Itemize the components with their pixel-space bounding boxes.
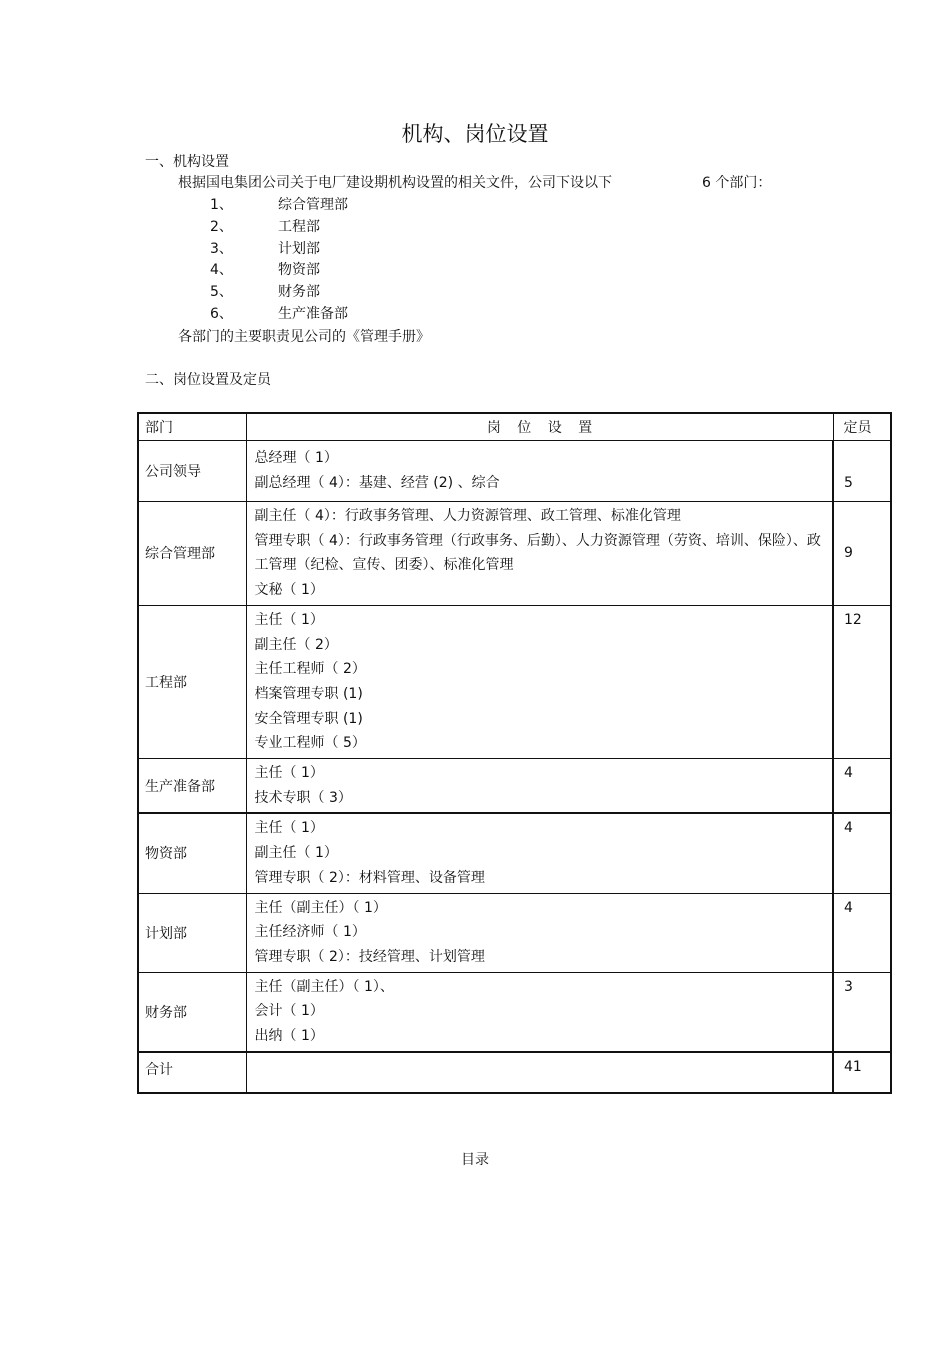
section1-intro: 根据国电集团公司关于电厂建设期机构设置的相关文件，公司下设以下 [178, 175, 612, 191]
dept-list-num: 1、 [210, 197, 233, 213]
positions-cell [246, 972, 833, 1052]
dept-list-num: 3、 [210, 241, 233, 257]
section2-heading: 二、岗位设置及定员 [145, 372, 271, 388]
table-row [138, 502, 891, 606]
quota-cell: 4 [833, 759, 891, 814]
position-line: 管理专职（ 4）：行政事务管理（行政事务、后勤）、人力资源管理（劳资、培训、保险）、政工管理（纪检、宣传、团委）、标准化管理 [254, 532, 821, 574]
position-line: 副主任（ 4）：行政事务管理、人力资源管理、政工管理、标准化管理 [254, 508, 681, 524]
positions-cell [246, 759, 833, 814]
table-header-row [138, 413, 891, 441]
quota-cell: 3 [833, 972, 891, 1052]
section1-note: 各部门的主要职责见公司的《管理手册》 [178, 329, 430, 345]
position-line: 文秘（ 1） [254, 582, 324, 599]
position-line: 主任（ 1） [254, 765, 324, 782]
position-line: 会计（ 1） [254, 1003, 324, 1020]
dept-list-num: 2、 [210, 219, 233, 235]
quota-cell: 4 [833, 813, 891, 893]
header-positions: 岗 位 设 置 [246, 413, 833, 441]
quota-cell: 5 [833, 441, 891, 502]
dept-list-num: 6、 [210, 306, 233, 322]
position-line: 总经理（ 1） [254, 450, 338, 467]
dept-cell: 计划部 [138, 893, 246, 972]
dept-cell: 工程部 [138, 605, 246, 758]
table-total-row [138, 1052, 891, 1093]
dept-list-name: 财务部 [278, 284, 320, 300]
header-dept: 部门 [138, 413, 246, 441]
total-label: 合计 [138, 1052, 246, 1093]
position-line: 管理专职（ 2）：材料管理、设备管理 [254, 869, 485, 886]
quota-cell: 4 [833, 893, 891, 972]
total-quota: 41 [833, 1052, 891, 1093]
position-line: 副总经理（ 4）：基建、经营 (2) 、综合 [254, 475, 500, 491]
footer-toc-label: 目录 [461, 1152, 489, 1168]
table-row [138, 759, 891, 814]
table-row [138, 972, 891, 1052]
dept-cell: 财务部 [138, 972, 246, 1052]
position-line: 副主任（ 1） [254, 845, 338, 862]
position-line: 主任（ 1） [254, 820, 324, 837]
dept-cell: 综合管理部 [138, 502, 246, 606]
position-line: 主任（副主任）（ 1）、 [254, 978, 394, 995]
position-line: 出纳（ 1） [254, 1028, 324, 1045]
position-line: 技术专职（ 3） [254, 789, 352, 806]
total-positions [246, 1052, 833, 1093]
position-line: 安全管理专职 (1) [254, 710, 363, 727]
dept-list-name: 综合管理部 [278, 197, 348, 213]
table-row [138, 605, 891, 758]
position-line: 主任（副主任）（ 1） [254, 899, 387, 916]
table-row [138, 813, 891, 893]
position-line: 主任经济师（ 1） [254, 924, 366, 941]
dept-list-name: 生产准备部 [278, 306, 348, 322]
dept-cell: 物资部 [138, 813, 246, 893]
dept-list-name: 物资部 [278, 262, 320, 278]
page-title: 机构、岗位设置 [401, 122, 549, 146]
section1-intro-count: 6 个部门： [702, 175, 772, 191]
positions-cell [246, 813, 833, 893]
positions-cell [246, 502, 833, 606]
position-line: 档案管理专职 (1) [254, 685, 363, 702]
position-line: 管理专职（ 2）：技经管理、计划管理 [254, 948, 485, 965]
staffing-table [137, 412, 892, 1094]
position-line: 主任（ 1） [254, 611, 324, 628]
positions-cell [246, 605, 833, 758]
section1-heading: 一、机构设置 [145, 154, 229, 170]
dept-list-name: 计划部 [278, 241, 320, 257]
dept-list-num: 4、 [210, 262, 233, 278]
positions-cell [246, 441, 833, 502]
dept-list-num: 5、 [210, 284, 233, 300]
header-quota: 定员 [833, 413, 891, 441]
quota-cell: 12 [833, 605, 891, 758]
positions-cell [246, 893, 833, 972]
position-line: 副主任（ 2） [254, 636, 338, 653]
table-row [138, 893, 891, 972]
dept-list-name: 工程部 [278, 219, 320, 235]
position-line: 专业工程师（ 5） [254, 735, 366, 752]
dept-cell: 生产准备部 [138, 759, 246, 814]
quota-cell: 9 [833, 502, 891, 606]
position-line: 主任工程师（ 2） [254, 661, 366, 678]
table-row [138, 441, 891, 502]
dept-cell: 公司领导 [138, 441, 246, 502]
